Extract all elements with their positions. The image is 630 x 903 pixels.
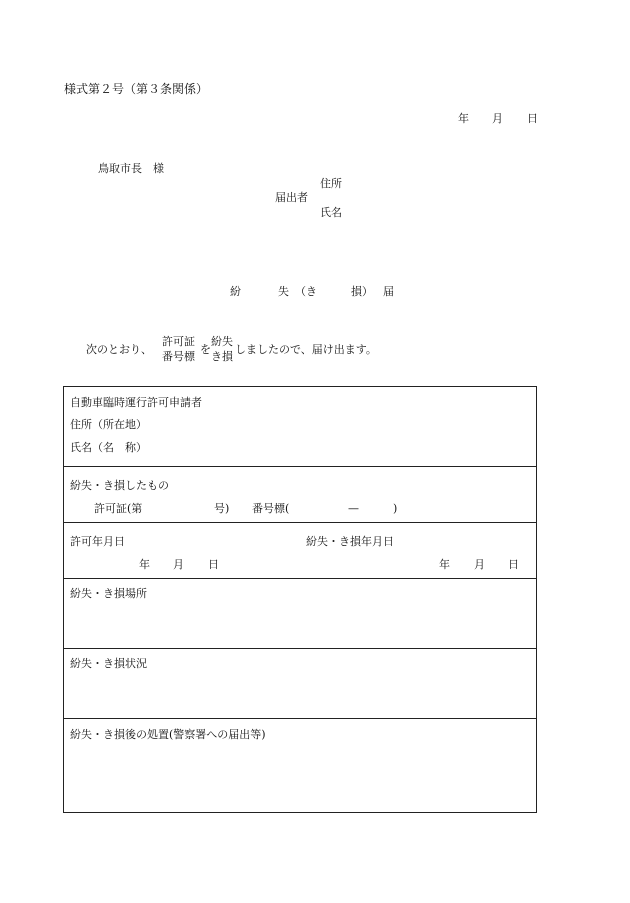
loss-date-day: 日 <box>508 558 519 571</box>
plate-dash: — <box>348 502 359 515</box>
title-char-1: 紛 <box>230 285 241 298</box>
row-divider-4 <box>63 648 537 649</box>
permit-date-label: 許可年月日 <box>70 535 125 548</box>
applicant-name-label: 氏名（名 称） <box>70 441 147 454</box>
loss-situation-label: 紛失・き損状況 <box>70 657 147 670</box>
loss-date-label: 紛失・き損年月日 <box>306 535 394 548</box>
row-divider-1 <box>63 466 537 467</box>
addressee: 鳥取市長 様 <box>98 162 164 175</box>
row-divider-2 <box>63 522 537 523</box>
date-day: 日 <box>527 112 538 125</box>
statement-prefix: 次のとおり、 <box>86 343 152 356</box>
notifier-label: 届出者 <box>275 191 308 204</box>
title-char-4: 損） <box>351 285 373 298</box>
permit-date-day: 日 <box>208 558 219 571</box>
title-char-5: 届 <box>383 285 394 298</box>
row-divider-3 <box>63 578 537 579</box>
notifier-address-label: 住所 <box>320 177 342 190</box>
notifier-name-label: 氏名 <box>320 206 342 219</box>
date-month: 月 <box>492 112 503 125</box>
plate-open: 番号標( <box>252 502 290 515</box>
permit-date-year: 年 <box>139 558 150 571</box>
statement-choice2-bottom: き損 <box>211 350 233 363</box>
loss-date-month: 月 <box>474 558 485 571</box>
row-divider-5 <box>63 718 537 719</box>
plate-close: ) <box>393 502 398 515</box>
statement-choice1-top: 許可証 <box>162 335 195 348</box>
statement-particle: を <box>200 343 211 356</box>
form-number: 様式第２号（第３条関係） <box>64 82 209 96</box>
title-char-3: （き <box>295 285 317 298</box>
date-year: 年 <box>458 112 469 125</box>
lost-item-heading: 紛失・き損したもの <box>70 479 169 492</box>
statement-choice2-top: 紛失 <box>211 335 233 348</box>
statement-choice1-bottom: 番号標 <box>162 350 195 363</box>
loss-place-label: 紛失・き損場所 <box>70 587 147 600</box>
applicant-heading: 自動車臨時運行許可申請者 <box>70 396 202 409</box>
permit-date-month: 月 <box>173 558 184 571</box>
permit-close: 号) <box>214 502 230 515</box>
title-char-2: 失 <box>278 285 289 298</box>
permit-open: 許可証(第 <box>94 502 143 515</box>
applicant-address-label: 住所（所在地） <box>70 418 147 431</box>
post-loss-action-label: 紛失・き損後の処置(警察署への届出等) <box>70 728 266 741</box>
statement-suffix: しましたので、届け出ます。 <box>235 343 377 356</box>
loss-date-year: 年 <box>439 558 450 571</box>
